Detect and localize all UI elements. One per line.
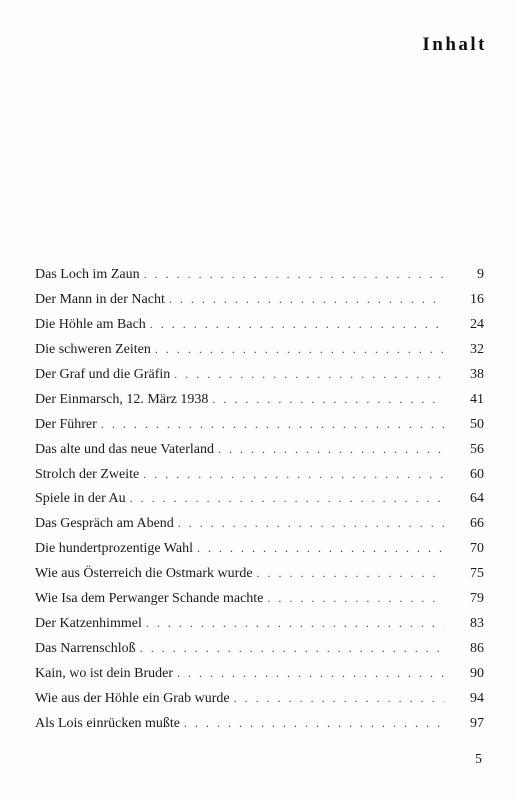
toc-entry [35,536,484,561]
toc-entry [35,337,484,362]
toc-entry-page: 90 [470,666,484,681]
toc-entry-page: 50 [470,416,484,432]
toc-entry-page: 66 [470,516,484,532]
toc-entry-page: 64 [470,491,484,507]
dot-leader [101,412,444,437]
toc-entry-title: Der Graf und die Gräfin [35,366,171,382]
toc-entry-title: Die schweren Zeiten [35,341,151,357]
toc-entry-page: 70 [470,541,484,557]
dot-leader [212,387,444,412]
table-of-contents [35,262,484,736]
toc-entry [35,362,484,387]
toc-entry [35,586,484,611]
dot-leader [184,711,444,736]
toc-entry-page: 79 [470,591,484,607]
toc-entry-page: 75 [470,566,484,582]
dot-leader [267,586,444,611]
toc-entry [35,462,484,487]
toc-entry-title: Das alte und das neue Vaterland [35,441,214,457]
dot-leader [143,462,444,487]
toc-entry-title: Spiele in der Au [35,491,126,507]
toc-entry-title: Als Lois einrücken mußte [35,715,181,731]
dot-leader [150,312,444,337]
dot-leader [178,511,444,536]
toc-entry-page: 16 [470,291,484,307]
toc-entry [35,511,484,536]
toc-entry-title: Das Loch im Zaun [35,267,140,282]
dot-leader [169,287,444,312]
dot-leader [218,437,444,462]
toc-entry [35,561,484,586]
dot-leader [155,337,444,362]
toc-entry-title: Strolch der Zweite [35,466,140,482]
toc-entry-title: Der Einmarsch, 12. März 1938 [35,391,209,407]
dot-leader [146,611,444,636]
toc-entry-title: Die Höhle am Bach [35,316,146,332]
toc-entry-page: 56 [470,441,484,457]
dot-leader [257,561,444,586]
toc-entry-title: Wie Isa dem Perwanger Schande machte [35,591,264,607]
dot-leader [177,661,444,686]
toc-entry [35,636,484,661]
toc-entry [35,262,484,287]
toc-entry-page: 86 [470,641,484,657]
dot-leader [130,486,444,511]
toc-entry-title: Wie aus der Höhle ein Grab wurde [35,690,230,706]
dot-leader [140,636,444,661]
toc-entry-title: Der Katzenhimmel [35,616,142,632]
toc-entry [35,611,484,636]
toc-entry-title: Wie aus Österreich die Ostmark wurde [35,566,253,582]
toc-entry [35,686,484,711]
dot-leader [234,686,444,711]
toc-entry-page: 24 [470,316,484,332]
toc-entry [35,287,484,312]
toc-entry [35,387,484,412]
toc-entry [35,412,484,437]
toc-entry-title: Der Mann in der Nacht [35,291,165,307]
toc-entry-page: 38 [470,366,484,382]
toc-entry [35,437,484,462]
toc-entry-page: 41 [470,391,484,407]
dot-leader [174,362,444,387]
toc-entry [35,312,484,337]
toc-entry-title: Das Narrenschloß [35,641,136,657]
toc-entry-page: 32 [470,341,484,357]
toc-entry-title: Kain, wo ist dein Bruder [35,666,174,681]
page-number: 5 [475,752,482,767]
toc-entry-title: Das Gespräch am Abend [35,516,174,532]
toc-entry-page: 9 [477,267,484,282]
toc-entry [35,711,484,736]
dot-leader [197,536,444,561]
toc-entry-page: 60 [470,466,484,482]
toc-entry-page: 94 [470,690,484,706]
page-title: Inhalt [422,34,487,55]
toc-entry-title: Die hundertprozentige Wahl [35,541,194,557]
toc-entry [35,486,484,511]
toc-entry-page: 83 [470,616,484,632]
toc-entry-title: Der Führer [35,416,97,432]
dot-leader [144,262,444,287]
toc-entry [35,661,484,686]
toc-entry-page: 97 [470,715,484,731]
